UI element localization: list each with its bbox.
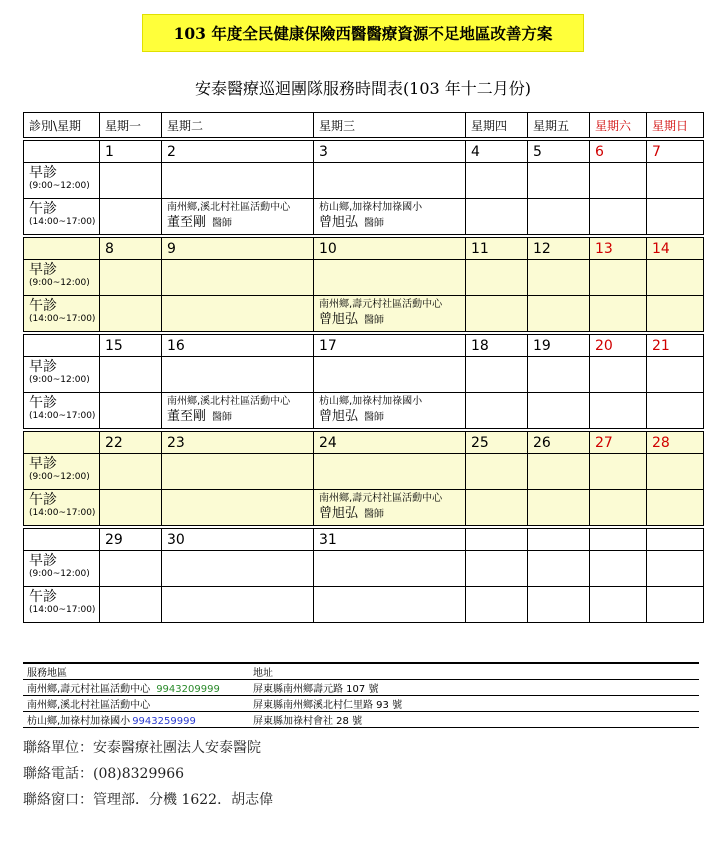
slot-time: (14:00~17:00)	[29, 217, 96, 227]
date-cell-sat: 13	[590, 238, 647, 260]
date-cell-tue: 23	[162, 432, 314, 454]
morning-row	[24, 357, 704, 393]
schedule-cell	[466, 551, 528, 587]
schedule-cell	[647, 490, 704, 526]
schedule-cell	[528, 490, 590, 526]
date-corner	[24, 238, 100, 260]
date-cell-tue: 30	[162, 529, 314, 551]
date-cell-fri: 5	[528, 141, 590, 163]
doctor	[319, 408, 465, 426]
morning-label	[24, 163, 100, 199]
schedule-cell	[162, 490, 314, 526]
schedule-table	[23, 112, 704, 623]
schedule-cell	[314, 454, 466, 490]
doctor	[167, 214, 313, 232]
date-cell-sat: 20	[590, 335, 647, 357]
header-wed: 星期三	[314, 113, 466, 138]
doctor	[319, 311, 465, 329]
info-row	[23, 712, 699, 728]
date-cell-mon: 22	[100, 432, 162, 454]
schedule-cell	[528, 393, 590, 429]
schedule-cell	[466, 587, 528, 623]
doctor-name: 曾旭弘	[319, 506, 359, 521]
afternoon-label	[24, 296, 100, 332]
date-cell-mon: 1	[100, 141, 162, 163]
schedule-cell	[162, 296, 314, 332]
header-corner: 診別\星期	[24, 113, 100, 138]
header-row	[24, 113, 704, 138]
schedule-cell	[590, 163, 647, 199]
info-head-area: 服務地區	[27, 668, 67, 679]
afternoon-label	[24, 587, 100, 623]
clinic-location: 南州鄉,壽元村社區活動中心	[319, 493, 443, 504]
info-header-row	[23, 664, 699, 680]
schedule-cell	[466, 490, 528, 526]
schedule-cell	[590, 454, 647, 490]
schedule-cell	[162, 260, 314, 296]
schedule-cell	[314, 357, 466, 393]
doctor	[167, 408, 313, 426]
info-addr: 屏東縣南州鄉壽元路 107 號	[253, 684, 379, 695]
schedule-cell	[100, 393, 162, 429]
schedule-cell	[314, 260, 466, 296]
afternoon-row	[24, 393, 704, 429]
doctor-name: 曾旭弘	[319, 312, 359, 327]
date-cell-thu: 11	[466, 238, 528, 260]
schedule-cell	[528, 551, 590, 587]
doctor-role: 醫師	[212, 412, 233, 423]
morning-row	[24, 454, 704, 490]
schedule-cell	[647, 454, 704, 490]
info-head-addr: 地址	[253, 668, 273, 679]
slot-name: 午診	[29, 589, 57, 605]
slot-time: (14:00~17:00)	[29, 314, 96, 324]
morning-row	[24, 163, 704, 199]
slot-name: 早診	[29, 359, 57, 375]
schedule-cell	[590, 551, 647, 587]
schedule-cell	[100, 163, 162, 199]
date-cell-fri	[528, 529, 590, 551]
slot-name: 午診	[29, 298, 57, 314]
schedule-cell	[528, 454, 590, 490]
date-corner	[24, 335, 100, 357]
doctor-role: 醫師	[364, 509, 385, 520]
schedule-cell	[590, 587, 647, 623]
info-area: 枋山鄉,加祿村加祿國小	[27, 716, 131, 727]
header-mon: 星期一	[100, 113, 162, 138]
doctor-role: 醫師	[212, 218, 233, 229]
schedule-cell	[466, 296, 528, 332]
date-cell-tue: 16	[162, 335, 314, 357]
schedule-cell	[162, 551, 314, 587]
schedule-cell	[528, 163, 590, 199]
schedule-cell	[162, 357, 314, 393]
schedule-cell	[100, 490, 162, 526]
slot-name: 早診	[29, 456, 57, 472]
date-corner	[24, 432, 100, 454]
slot-time: (9:00~12:00)	[29, 181, 90, 191]
schedule-cell	[590, 490, 647, 526]
slot-time: (9:00~12:00)	[29, 278, 90, 288]
info-phone: 9943209999	[156, 684, 220, 695]
date-cell-wed: 17	[314, 335, 466, 357]
schedule-cell	[162, 199, 314, 235]
service-locations	[23, 662, 699, 728]
morning-label	[24, 454, 100, 490]
schedule-cell	[100, 260, 162, 296]
schedule-cell	[314, 490, 466, 526]
doctor-role: 醫師	[364, 315, 385, 326]
date-row	[24, 432, 704, 454]
schedule-cell	[647, 199, 704, 235]
schedule-cell	[100, 454, 162, 490]
slot-name: 午診	[29, 492, 57, 508]
date-cell-fri: 12	[528, 238, 590, 260]
slot-name: 午診	[29, 395, 57, 411]
schedule-cell	[647, 393, 704, 429]
schedule-cell	[466, 357, 528, 393]
schedule-cell	[528, 587, 590, 623]
info-addr: 屏東縣南州鄉溪北村仁里路 93 號	[253, 700, 403, 711]
schedule-cell	[162, 587, 314, 623]
afternoon-row	[24, 490, 704, 526]
afternoon-row	[24, 587, 704, 623]
info-row	[23, 680, 699, 696]
doctor-role: 醫師	[364, 412, 385, 423]
date-cell-sun: 21	[647, 335, 704, 357]
schedule-cell	[314, 551, 466, 587]
date-row	[24, 238, 704, 260]
schedule-cell	[590, 393, 647, 429]
schedule-cell	[528, 199, 590, 235]
doctor	[319, 505, 465, 523]
afternoon-label	[24, 490, 100, 526]
date-cell-thu	[466, 529, 528, 551]
info-addr: 屏東縣加祿村會社 28 號	[253, 716, 363, 727]
doctor-name: 曾旭弘	[319, 215, 359, 230]
slot-time: (9:00~12:00)	[29, 375, 90, 385]
slot-name: 早診	[29, 262, 57, 278]
clinic-location: 南州鄉,溪北村社區活動中心	[167, 202, 291, 213]
morning-label	[24, 260, 100, 296]
morning-label	[24, 551, 100, 587]
doctor-name: 曾旭弘	[319, 409, 359, 424]
schedule-cell	[528, 260, 590, 296]
date-cell-sat: 6	[590, 141, 647, 163]
date-cell-wed: 10	[314, 238, 466, 260]
slot-name: 午診	[29, 201, 57, 217]
info-area: 南州鄉,壽元村社區活動中心	[27, 684, 151, 695]
date-cell-sun	[647, 529, 704, 551]
schedule-cell	[466, 260, 528, 296]
schedule-cell	[466, 163, 528, 199]
date-cell-sun: 7	[647, 141, 704, 163]
date-cell-sun: 28	[647, 432, 704, 454]
header-sat: 星期六	[590, 113, 647, 138]
morning-label	[24, 357, 100, 393]
doctor-role: 醫師	[364, 218, 385, 229]
schedule-cell	[100, 357, 162, 393]
schedule-cell	[162, 454, 314, 490]
schedule-cell	[528, 357, 590, 393]
schedule-cell	[314, 296, 466, 332]
schedule-cell	[466, 454, 528, 490]
schedule-cell	[590, 199, 647, 235]
doctor-name: 董至剛	[167, 409, 207, 424]
schedule-cell	[528, 296, 590, 332]
document-subtitle: 安泰醫療巡迴團隊服務時間表(103 年十二月份)	[194, 79, 532, 98]
schedule-cell	[314, 199, 466, 235]
schedule-cell	[647, 587, 704, 623]
schedule-cell	[162, 163, 314, 199]
slot-time: (9:00~12:00)	[29, 472, 90, 482]
schedule-cell	[100, 199, 162, 235]
schedule-cell	[647, 296, 704, 332]
date-row	[24, 141, 704, 163]
date-cell-wed: 3	[314, 141, 466, 163]
afternoon-row	[24, 296, 704, 332]
clinic-location: 南州鄉,溪北村社區活動中心	[167, 396, 291, 407]
date-cell-thu: 18	[466, 335, 528, 357]
clinic-location: 南州鄉,壽元村社區活動中心	[319, 299, 443, 310]
slot-time: (9:00~12:00)	[29, 569, 90, 579]
clinic-location: 枋山鄉,加祿村加祿國小	[319, 396, 423, 407]
schedule-cell	[647, 551, 704, 587]
schedule-cell	[647, 357, 704, 393]
slot-name: 早診	[29, 165, 57, 181]
date-cell-wed: 24	[314, 432, 466, 454]
slot-time: (14:00~17:00)	[29, 508, 96, 518]
schedule-cell	[466, 199, 528, 235]
contact-phone: 聯絡電話：(08)8329966	[23, 766, 185, 782]
date-cell-sat: 27	[590, 432, 647, 454]
header-sun: 星期日	[647, 113, 704, 138]
doctor	[319, 214, 465, 232]
date-cell-fri: 19	[528, 335, 590, 357]
schedule-cell	[647, 163, 704, 199]
slot-time: (14:00~17:00)	[29, 411, 96, 421]
date-cell-mon: 15	[100, 335, 162, 357]
doctor-name: 董至剛	[167, 215, 207, 230]
date-cell-mon: 29	[100, 529, 162, 551]
afternoon-label	[24, 393, 100, 429]
date-row	[24, 335, 704, 357]
schedule-cell	[590, 357, 647, 393]
date-cell-tue: 9	[162, 238, 314, 260]
date-cell-thu: 25	[466, 432, 528, 454]
date-row	[24, 529, 704, 551]
contact-window: 聯絡窗口：管理部．分機 1622．胡志偉	[23, 792, 274, 808]
date-cell-mon: 8	[100, 238, 162, 260]
schedule-cell	[590, 296, 647, 332]
slot-name: 早診	[29, 553, 57, 569]
info-phone: 9943259999	[132, 716, 196, 727]
date-cell-thu: 4	[466, 141, 528, 163]
schedule-cell	[466, 393, 528, 429]
schedule-cell	[314, 393, 466, 429]
schedule-cell	[100, 296, 162, 332]
date-cell-wed: 31	[314, 529, 466, 551]
schedule-cell	[314, 587, 466, 623]
date-cell-fri: 26	[528, 432, 590, 454]
date-cell-sat	[590, 529, 647, 551]
date-cell-tue: 2	[162, 141, 314, 163]
schedule-cell	[647, 260, 704, 296]
schedule-cell	[100, 587, 162, 623]
clinic-location: 枋山鄉,加祿村加祿國小	[319, 202, 423, 213]
morning-row	[24, 260, 704, 296]
afternoon-row	[24, 199, 704, 235]
header-tue: 星期二	[162, 113, 314, 138]
date-cell-sun: 14	[647, 238, 704, 260]
morning-row	[24, 551, 704, 587]
schedule-cell	[162, 393, 314, 429]
slot-time: (14:00~17:00)	[29, 605, 96, 615]
date-corner	[24, 529, 100, 551]
schedule-cell	[590, 260, 647, 296]
info-area: 南州鄉,溪北村社區活動中心	[27, 700, 151, 711]
info-row	[23, 696, 699, 712]
schedule-cell	[100, 551, 162, 587]
date-corner	[24, 141, 100, 163]
contact-unit: 聯絡單位：安泰醫療社團法人安泰醫院	[23, 740, 261, 756]
afternoon-label	[24, 199, 100, 235]
schedule-cell	[314, 163, 466, 199]
header-fri: 星期五	[528, 113, 590, 138]
document-title: 103 年度全民健康保險西醫醫療資源不足地區改善方案	[142, 14, 584, 52]
header-thu: 星期四	[466, 113, 528, 138]
